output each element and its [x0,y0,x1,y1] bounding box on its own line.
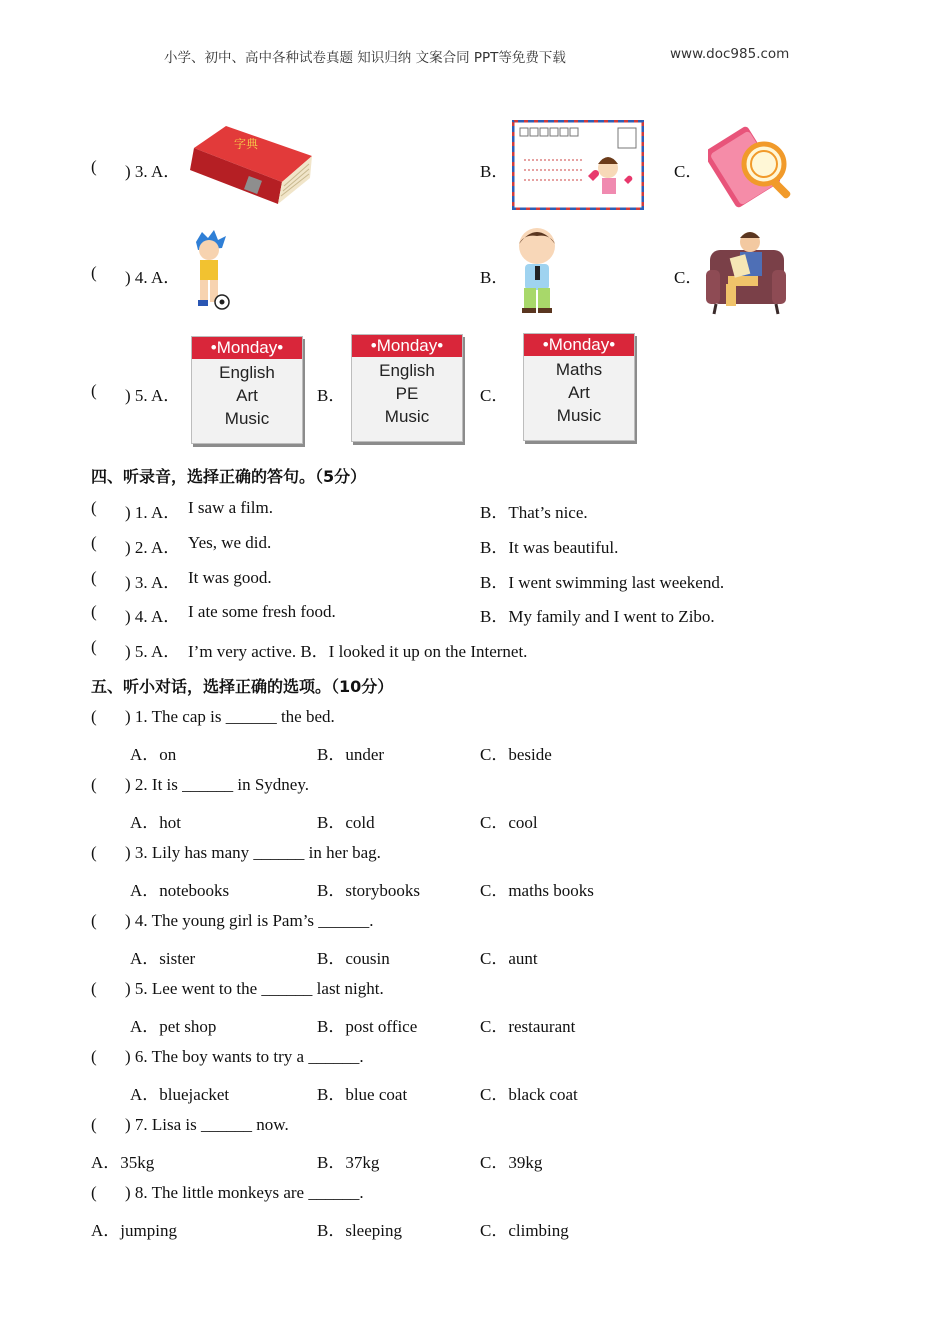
question-number: ) 1. A． [125,503,181,522]
answer-paren: ( [91,1183,97,1202]
answer-paren: ( [91,1047,97,1066]
question-number: ) 3. A． [125,162,181,181]
option-b-text: B．under [317,745,385,764]
question-text: ) 8. The little monkeys are ______. [125,1183,364,1202]
dictionary-book-image [186,118,316,210]
answer-paren: ( [91,498,97,517]
option-c-text: C．39kg [480,1153,543,1172]
schedule-day: •Monday• [352,335,462,357]
answer-paren: ( [91,533,97,552]
question-number: ) 2. A． [125,538,181,557]
header-url: www.doc985.com [670,46,790,62]
answer-paren: ( [91,602,97,621]
question-text: ) 2. It is ______ in Sydney. [125,775,310,794]
option-c-text: C．aunt [480,949,538,968]
option-c-text: C．maths books [480,881,594,900]
question-text: ) 6. The boy wants to try a ______. [125,1047,364,1066]
header-left-text: 小学、初中、高中各种试卷真题 知识归纳 文案合同 PPT等免费下载 [164,50,566,66]
option-a-text: Yes, we did. [188,533,272,552]
answer-paren: ( [91,637,97,656]
book-title-text: 字典 [234,137,259,151]
option-b-text: B．post office [317,1017,418,1036]
answer-paren: ( [91,707,97,726]
option-b-label: B． [480,268,509,287]
option-c-text: C．cool [480,813,538,832]
option-a-text: A．hot [130,813,181,832]
option-c-label: C． [480,386,509,405]
section-5-title: 五、听小对话，选择正确的选项。（10分） [91,677,394,696]
option-b-text: B．blue coat [317,1085,408,1104]
option-b-text: B．It was beautiful. [480,538,619,557]
schedule-subject: Art [568,383,590,402]
schedule-day: •Monday• [524,334,634,356]
option-c-text: C．restaurant [480,1017,576,1036]
question-number: ) 3. A． [125,573,181,592]
answer-paren: ( [91,979,97,998]
answer-paren: ( [91,843,97,862]
option-a-text: A．sister [130,949,196,968]
option-b-text: B．That’s nice. [480,503,588,522]
postcard-image [512,120,644,210]
answer-paren: ( [91,775,97,794]
schedule-subject: PE [395,384,419,403]
option-a-text: A．on [130,745,177,764]
question-text: ) 1. The cap is ______ the bed. [125,707,335,726]
schedule-card-a [191,336,303,444]
option-c-text: C．black coat [480,1085,578,1104]
boy-singing-image [510,224,564,316]
option-c-label: C． [674,162,703,181]
schedule-subject: Maths [555,360,603,379]
option-b-text: B．cold [317,813,375,832]
option-a-text: A．bluejacket [130,1085,230,1104]
boy-football-image [188,230,234,314]
question-text: ) 7. Lisa is ______ now. [125,1115,289,1134]
option-b-text: B．sleeping [317,1221,402,1240]
schedule-day: •Monday• [192,337,302,359]
question-text: ) 3. Lily has many ______ in her bag. [125,843,381,862]
schedule-subject: English [219,363,275,382]
option-a-text: A．jumping [91,1221,177,1240]
question-text: ) 5. Lee went to the ______ last night. [125,979,384,998]
schedule-card-c [523,333,635,441]
answer-paren: ( [91,1115,97,1134]
question-number: ) 5. A． [125,386,181,405]
option-a-text: It was good. [188,568,272,587]
option-c-label: C． [674,268,703,287]
notebook-magnifier-image [708,118,798,210]
man-reading-image [706,226,786,316]
question-number: ) 4. A． [125,268,181,287]
question-text: ) 4. The young girl is Pam’s ______. [125,911,374,930]
option-a-text: I saw a film. [188,498,273,517]
answer-paren: ( [91,157,97,176]
schedule-card-b [351,334,463,442]
option-a-text: I’m very active. B．I looked it up on the Internet. [188,642,528,661]
schedule-subject: Art [236,386,258,405]
schedule-subject: Music [384,407,430,426]
option-b-text: B．storybooks [317,881,420,900]
option-c-text: C．beside [480,745,552,764]
option-b-label: B． [317,386,346,405]
schedule-subject: English [379,361,435,380]
option-b-text: B．37kg [317,1153,380,1172]
answer-paren: ( [91,263,97,282]
option-b-label: B． [480,162,509,181]
answer-paren: ( [91,911,97,930]
question-number: ) 4. A． [125,607,181,626]
option-a-text: A．notebooks [130,881,230,900]
schedule-subject: Music [556,406,602,425]
option-a-text: I ate some fresh food. [188,602,336,621]
schedule-subject: Music [224,409,270,428]
option-c-text: C．climbing [480,1221,569,1240]
question-number: ) 5. A． [125,642,181,661]
option-b-text: B．cousin [317,949,390,968]
answer-paren: ( [91,568,97,587]
option-b-text: B．I went swimming last weekend. [480,573,725,592]
option-a-text: A．pet shop [130,1017,217,1036]
option-b-text: B．My family and I went to Zibo. [480,607,715,626]
answer-paren: ( [91,381,97,400]
option-a-text: A．35kg [91,1153,155,1172]
section-4-title: 四、听录音，选择正确的答句。（5分） [91,467,367,486]
